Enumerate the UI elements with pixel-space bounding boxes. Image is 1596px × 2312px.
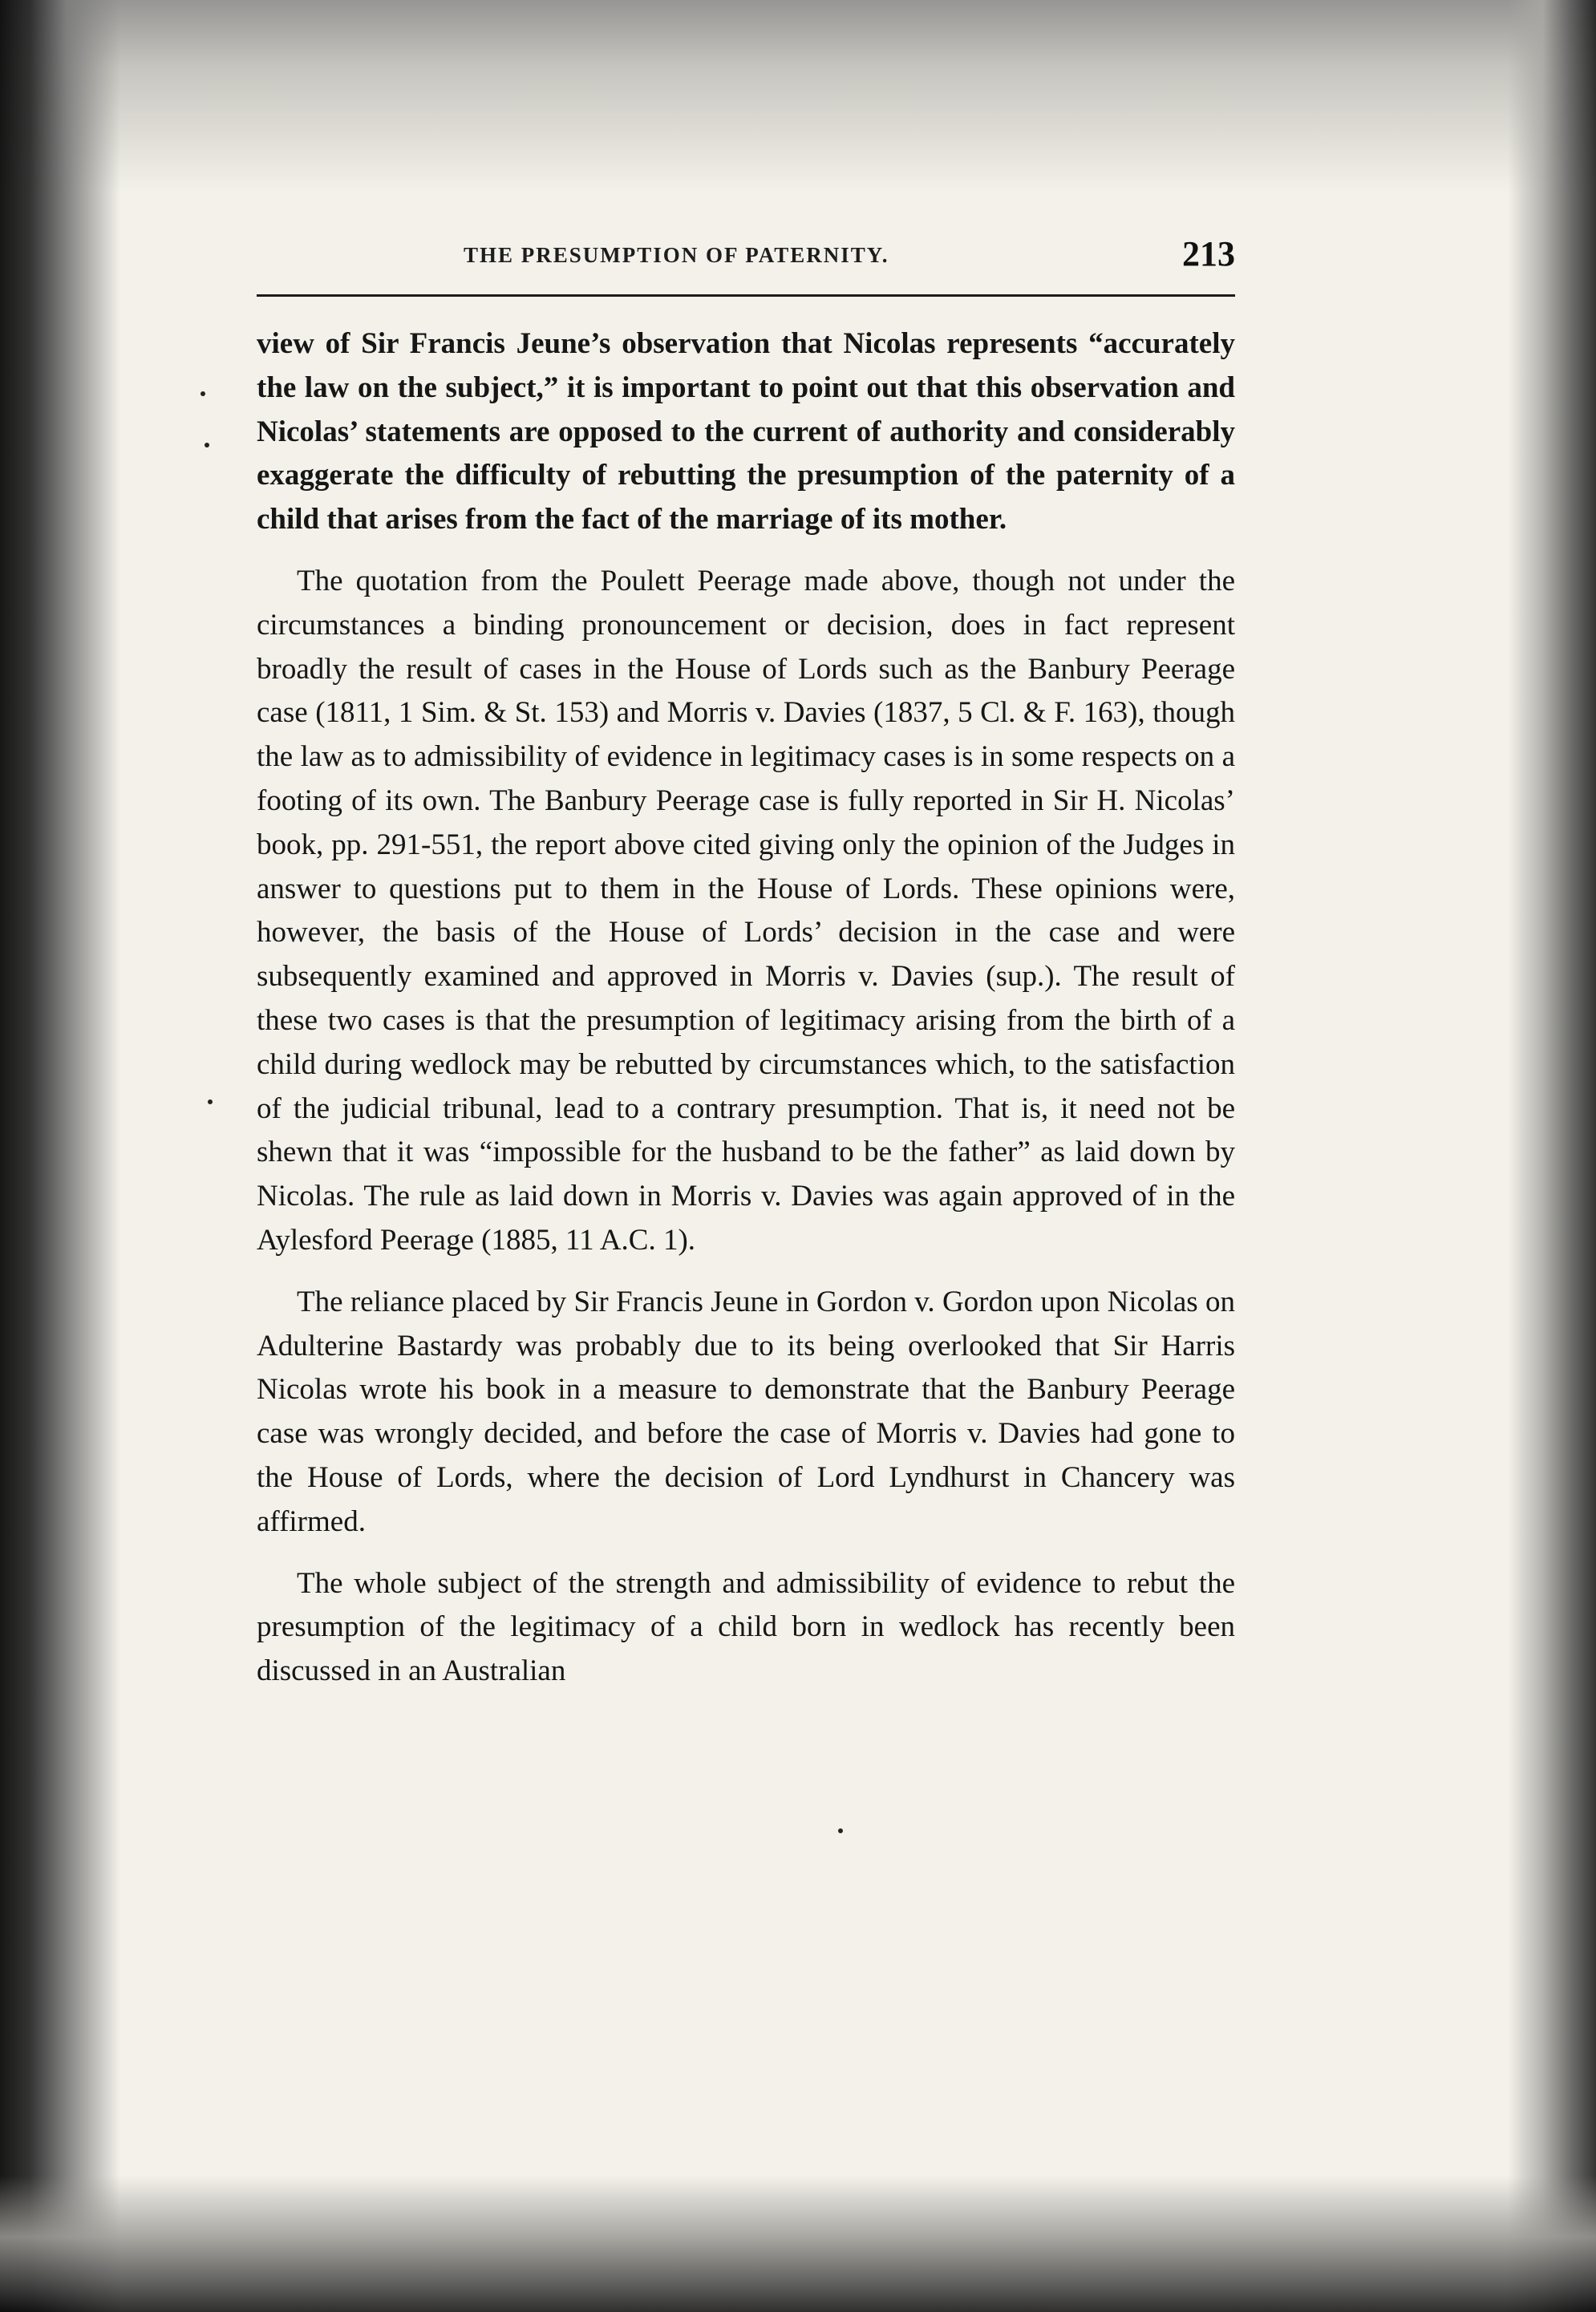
print-speck: [201, 391, 205, 396]
print-speck: [208, 1099, 213, 1104]
scan-shadow-left: [0, 0, 120, 2312]
paragraph-3: The reliance placed by Sir Francis Jeune in Gordon v. Gordon upon Nicolas on Adulterine Bastardy was probably due to its being overlooked that Sir Harris Nicolas wrote his book in a measure to demonstrate that the Banbury Peerage case was wrongly decided, and before the case of Morris v. Davies had gone to the House of Lords, where the decision of Lord Lyndhurst in Chancery was affirmed.: [257, 1285, 1235, 1538]
print-speck: [838, 1828, 843, 1833]
body-text: [257, 322, 1235, 1694]
book-page: [257, 229, 1235, 1694]
running-title: THE PRESUMPTION OF PATERNITY.: [464, 243, 889, 267]
scan-shadow-bottom: [0, 2176, 1596, 2312]
header-rule: [257, 294, 1235, 297]
scan-shadow-top: [0, 0, 1596, 192]
running-head: [257, 229, 1235, 273]
print-speck: [205, 443, 209, 447]
paragraph-4: The whole subject of the strength and admissibility of evidence to rebut the presumption of the legitimacy of a child born in wedlock has recently been discussed in an Australian: [257, 1566, 1235, 1688]
paragraph-1: view of Sir Francis Jeune’s observation that Nicolas represents “accurately the law on the subject,” it is important to point out that this observation and Nicolas’ statements are opposed to the current of authority and considerably exaggerate the difficulty of rebutting the presumption of the paternity of a child that arises from the fact of the marriage of its mother.: [257, 327, 1235, 536]
scan-shadow-right: [1508, 0, 1596, 2312]
page-number: 213: [1182, 234, 1235, 273]
paragraph-2: The quotation from the Poulett Peerage made above, though not under the circumstances a binding pronouncement or decision, does in fact represent broadly the result of cases in the House of Lords such as the Banbury Peerage case (1811, 1 Sim. & St. 153) and Morris v. Davies (1837, 5 Cl. & F. 163), though the law as to admissibility of evidence in legitimacy cases is in some respects on a footing of its own. The Banbury Peerage case is fully reported in Sir H. Nicolas’ book, pp. 291-551, the report above cited giving only the opinion of the Judges in answer to questions put to them in the House of Lords. These opinions were, however, the basis of the House of Lords’ decision in the case and were subsequently examined and approved in Morris v. Davies (sup.). The result of these two cases is that the presumption of legitimacy arising from the birth of a child during wedlock may be rebutted by circumstances which, to the satisfaction of the judicial tribunal, lead to a contrary presumption. That is, it need not be shewn that it was “impossible for the husband to be the father” as laid down by Nicolas. The rule as laid down in Morris v. Davies was again approved of in the Aylesford Peerage (1885, 11 A.C. 1).: [257, 564, 1235, 1257]
